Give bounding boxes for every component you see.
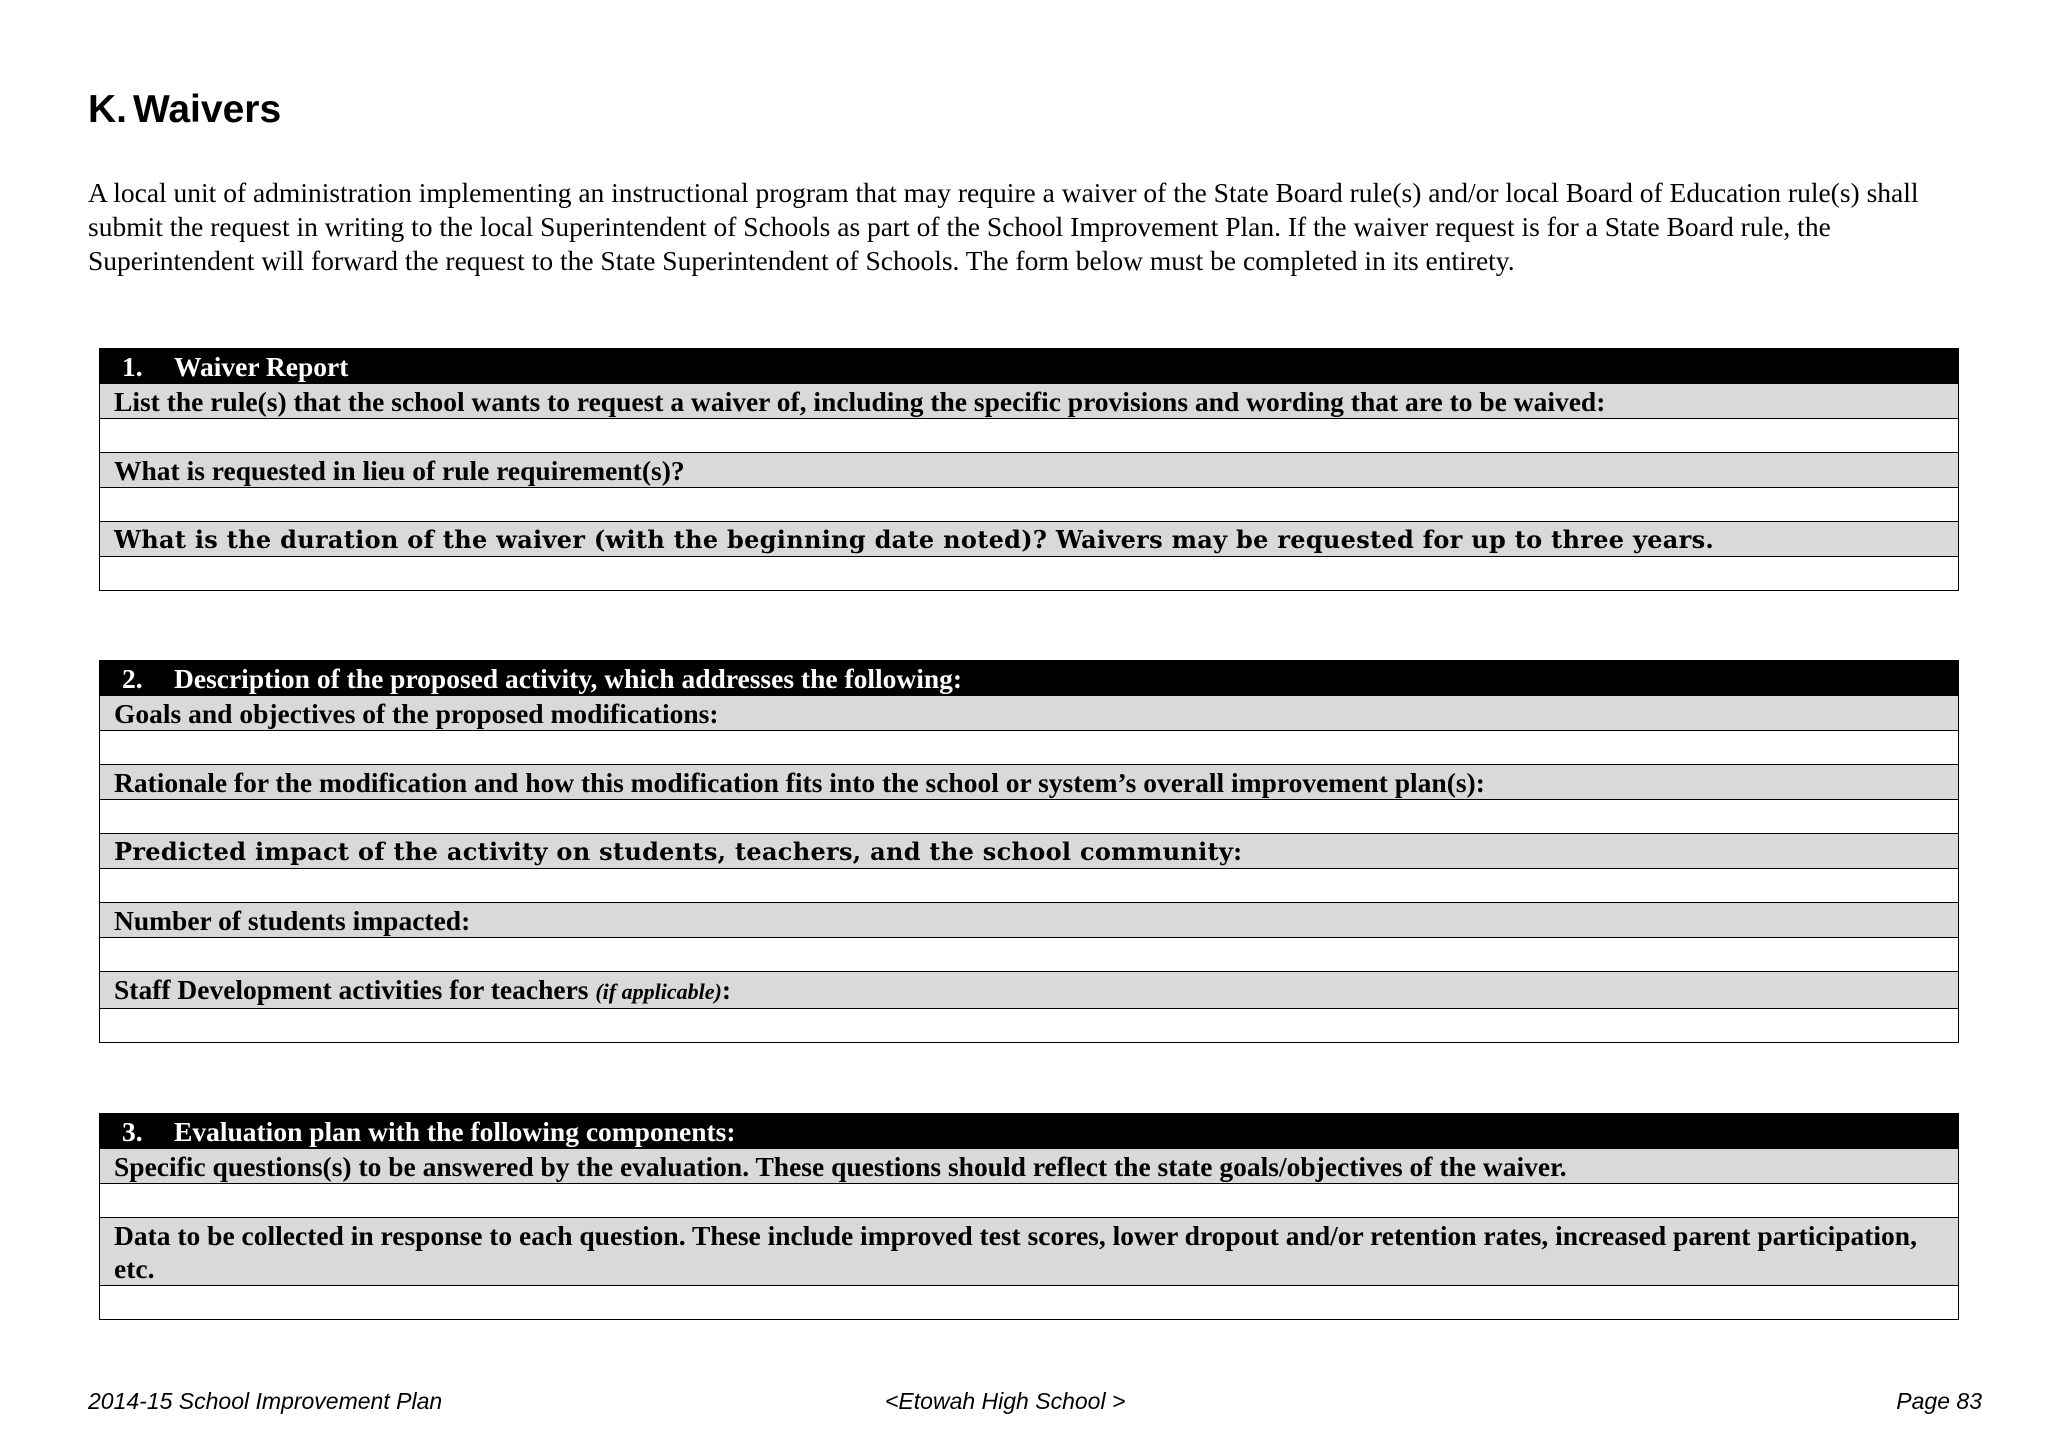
footer-left: 2014-15 School Improvement Plan xyxy=(88,1388,443,1414)
activity-description-table xyxy=(99,660,1959,1043)
section-number: 1. xyxy=(122,351,143,382)
question-suffix: : xyxy=(721,974,731,1005)
question-label xyxy=(100,971,1958,1008)
waiver-report-table xyxy=(99,348,1959,591)
section-header xyxy=(100,349,1958,383)
section-header xyxy=(100,1114,1958,1148)
answer-field[interactable] xyxy=(100,730,1958,764)
footer-page-number: Page 83 xyxy=(1896,1388,1982,1414)
question-label: Goals and objectives of the proposed modifications: xyxy=(100,695,1958,730)
answer-field[interactable] xyxy=(100,1285,1958,1319)
question-label: What is the duration of the waiver (with the beginning date noted)? Waivers may be requested for up to three years. xyxy=(100,521,1958,556)
answer-field[interactable] xyxy=(100,937,1958,971)
answer-field[interactable] xyxy=(100,1008,1958,1042)
section-title: Waiver Report xyxy=(174,351,349,382)
section-header xyxy=(100,661,1958,695)
page-title-text: Waivers xyxy=(133,88,282,131)
question-note: (if applicable) xyxy=(595,979,722,1004)
page-title-number: K. xyxy=(88,88,127,131)
section-number: 2. xyxy=(122,663,143,694)
section-title: Description of the proposed activity, which addresses the following: xyxy=(174,663,963,694)
question-label: Predicted impact of the activity on students, teachers, and the school community: xyxy=(100,833,1958,868)
answer-field[interactable] xyxy=(100,556,1958,590)
answer-field[interactable] xyxy=(100,1183,1958,1217)
answer-field[interactable] xyxy=(100,418,1958,452)
question-label: Number of students impacted: xyxy=(100,902,1958,937)
question-label: List the rule(s) that the school wants to request a waiver of, including the specific provisions and wording that are to be waived: xyxy=(100,383,1958,418)
footer-center: <Etowah High School > xyxy=(885,1388,1126,1414)
answer-field[interactable] xyxy=(100,868,1958,902)
question-text: Staff Development activities for teachers xyxy=(114,974,589,1005)
question-label: Rationale for the modification and how this modification fits into the school or system’s overall improvement plan(s): xyxy=(100,764,1958,799)
evaluation-plan-table xyxy=(99,1113,1959,1320)
question-label: Specific questions(s) to be answered by the evaluation. These questions should reflect the state goals/objectives of the waiver. xyxy=(100,1148,1958,1183)
intro-paragraph: A local unit of administration implementing an instructional program that may require a waiver of the State Board rule(s) and/or local Board of Education rule(s) shall submit the request in writing to the local Superintendent of Schools as part of the School Improvement Plan. If the waiver request is for a State Board rule, the Superintendent will forward the request to the State Superintendent of Schools. The form below must be completed in its entirety. xyxy=(88,177,1919,276)
question-label: Data to be collected in response to each question. These include improved test scores, lower dropout and/or retention rates, increased parent participation, etc. xyxy=(100,1217,1958,1285)
page-title xyxy=(88,86,281,134)
section-number: 3. xyxy=(122,1116,143,1147)
answer-field[interactable] xyxy=(100,487,1958,521)
answer-field[interactable] xyxy=(100,799,1958,833)
section-title: Evaluation plan with the following components: xyxy=(174,1116,736,1147)
question-label: What is requested in lieu of rule requirement(s)? xyxy=(100,452,1958,487)
